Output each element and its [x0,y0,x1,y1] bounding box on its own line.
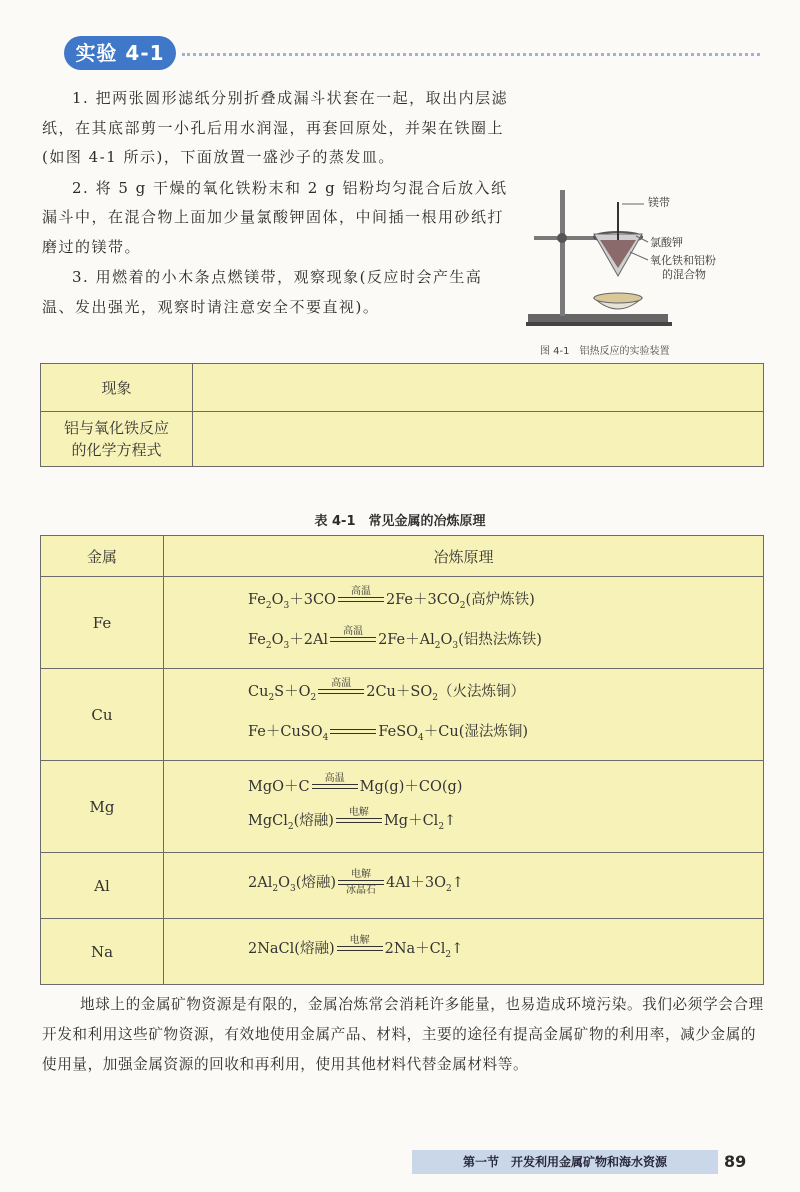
equations-fe: $Fe_2O_3+3CO$ 高温 $2Fe+3CO_2$(高炉炼铁) $Fe_2O_3+2Al$ 高温 $2Fe+Al_2O_3$(铝热法炼铁) [164,577,764,669]
label-mixture-2: 的混合物 [662,268,706,281]
stand-base-edge [526,322,672,326]
equations-cu: $Cu_2S+O_2$ 高温 $2Cu+SO_2$（火法炼铜） Fe＋CuSO$_4$ FeSO$_4$＋Cu(湿法炼铜) [164,669,764,761]
equation-row [41,412,764,467]
equations-al: $2Al_2O_3$(熔融) 电解 冰晶石 $4Al+3O_2↑$ [164,853,764,919]
table-header [41,536,764,577]
row-al [41,853,764,919]
equation-blank[interactable] [193,412,764,467]
stand-rod [560,190,565,316]
observation-table [40,363,764,467]
dotted-divider [182,53,760,56]
col-metal: 金属 [41,536,164,577]
observation-blank[interactable] [193,364,764,412]
label-mixture: 氧化铁和铝粉 [650,254,716,267]
row-cu [41,669,764,761]
row-mg [41,761,764,853]
metal-fe: Fe [41,577,164,669]
experiment-tag: 实验 4-1 [64,36,176,70]
label-kclo3: 氯酸钾 [650,236,683,249]
clamp-knob [557,233,567,243]
equations-na: 2NaCl(熔融) 电解 $2Na+Cl_2↑$ [164,919,764,985]
step-3: 3. 用燃着的小木条点燃镁带，观察现象(反应时会产生高温、发出强光，观察时请注意安全不要直视)。 [42,268,483,316]
equation-label: 铝与氧化铁反应 的化学方程式 [41,412,193,467]
step-1: 1. 把两张圆形滤纸分别折叠成漏斗状套在一起，取出内层滤纸，在其底部剪一小孔后用水润湿，再套回原处，并架在铁圈上(如图 4-1 所示)，下面放置一盛沙子的蒸发皿。 [42,89,509,166]
body-paragraph: 地球上的金属矿物资源是有限的，金属冶炼常会消耗许多能量，也易造成环境污染。我们必须学会合理开发和利用这些矿物资源，有效地使用金属产品、材料，主要的途径有提高金属矿物的利用率，减少金属的使用量，加强金属资源的回收和再利用，使用其他材料代替金属材料等。 [42,996,764,1073]
label-line-3 [630,252,648,260]
label-magnesium: 镁带 [648,196,670,209]
experiment-steps [42,84,510,323]
metal-cu: Cu [41,669,164,761]
table-title: 表 4-1 常见金属的冶炼原理 [314,514,486,529]
figure-caption: 图 4-1 铝热反应的实验装置 [540,346,670,357]
col-principle: 冶炼原理 [164,536,764,577]
observation-row [41,364,764,412]
metal-mg: Mg [41,761,164,853]
apparatus-drawing [522,180,772,340]
page-number: 89 [724,1152,747,1171]
smelting-table [40,535,764,985]
equations-mg: MgO＋C 高温 Mg(g)＋CO(g) MgCl$_2$(熔融) 电解 $Mg+Cl_2↑$ [164,761,764,853]
metal-na: Na [41,919,164,985]
step-2: 2. 将 5 g 干燥的氧化铁粉末和 2 g 铝粉均匀混合后放入纸漏斗中，在混合物上面加少量氯酸钾固体，中间插一根用砂纸打磨过的镁带。 [42,178,508,256]
metal-al: Al [41,853,164,919]
row-fe [41,577,764,669]
section-footer: 第一节 开发利用金属矿物和海水资源 [412,1150,718,1174]
observation-label: 现象 [41,364,193,412]
thermite-apparatus-figure [522,180,772,360]
sand [594,293,642,303]
row-na [41,919,764,985]
